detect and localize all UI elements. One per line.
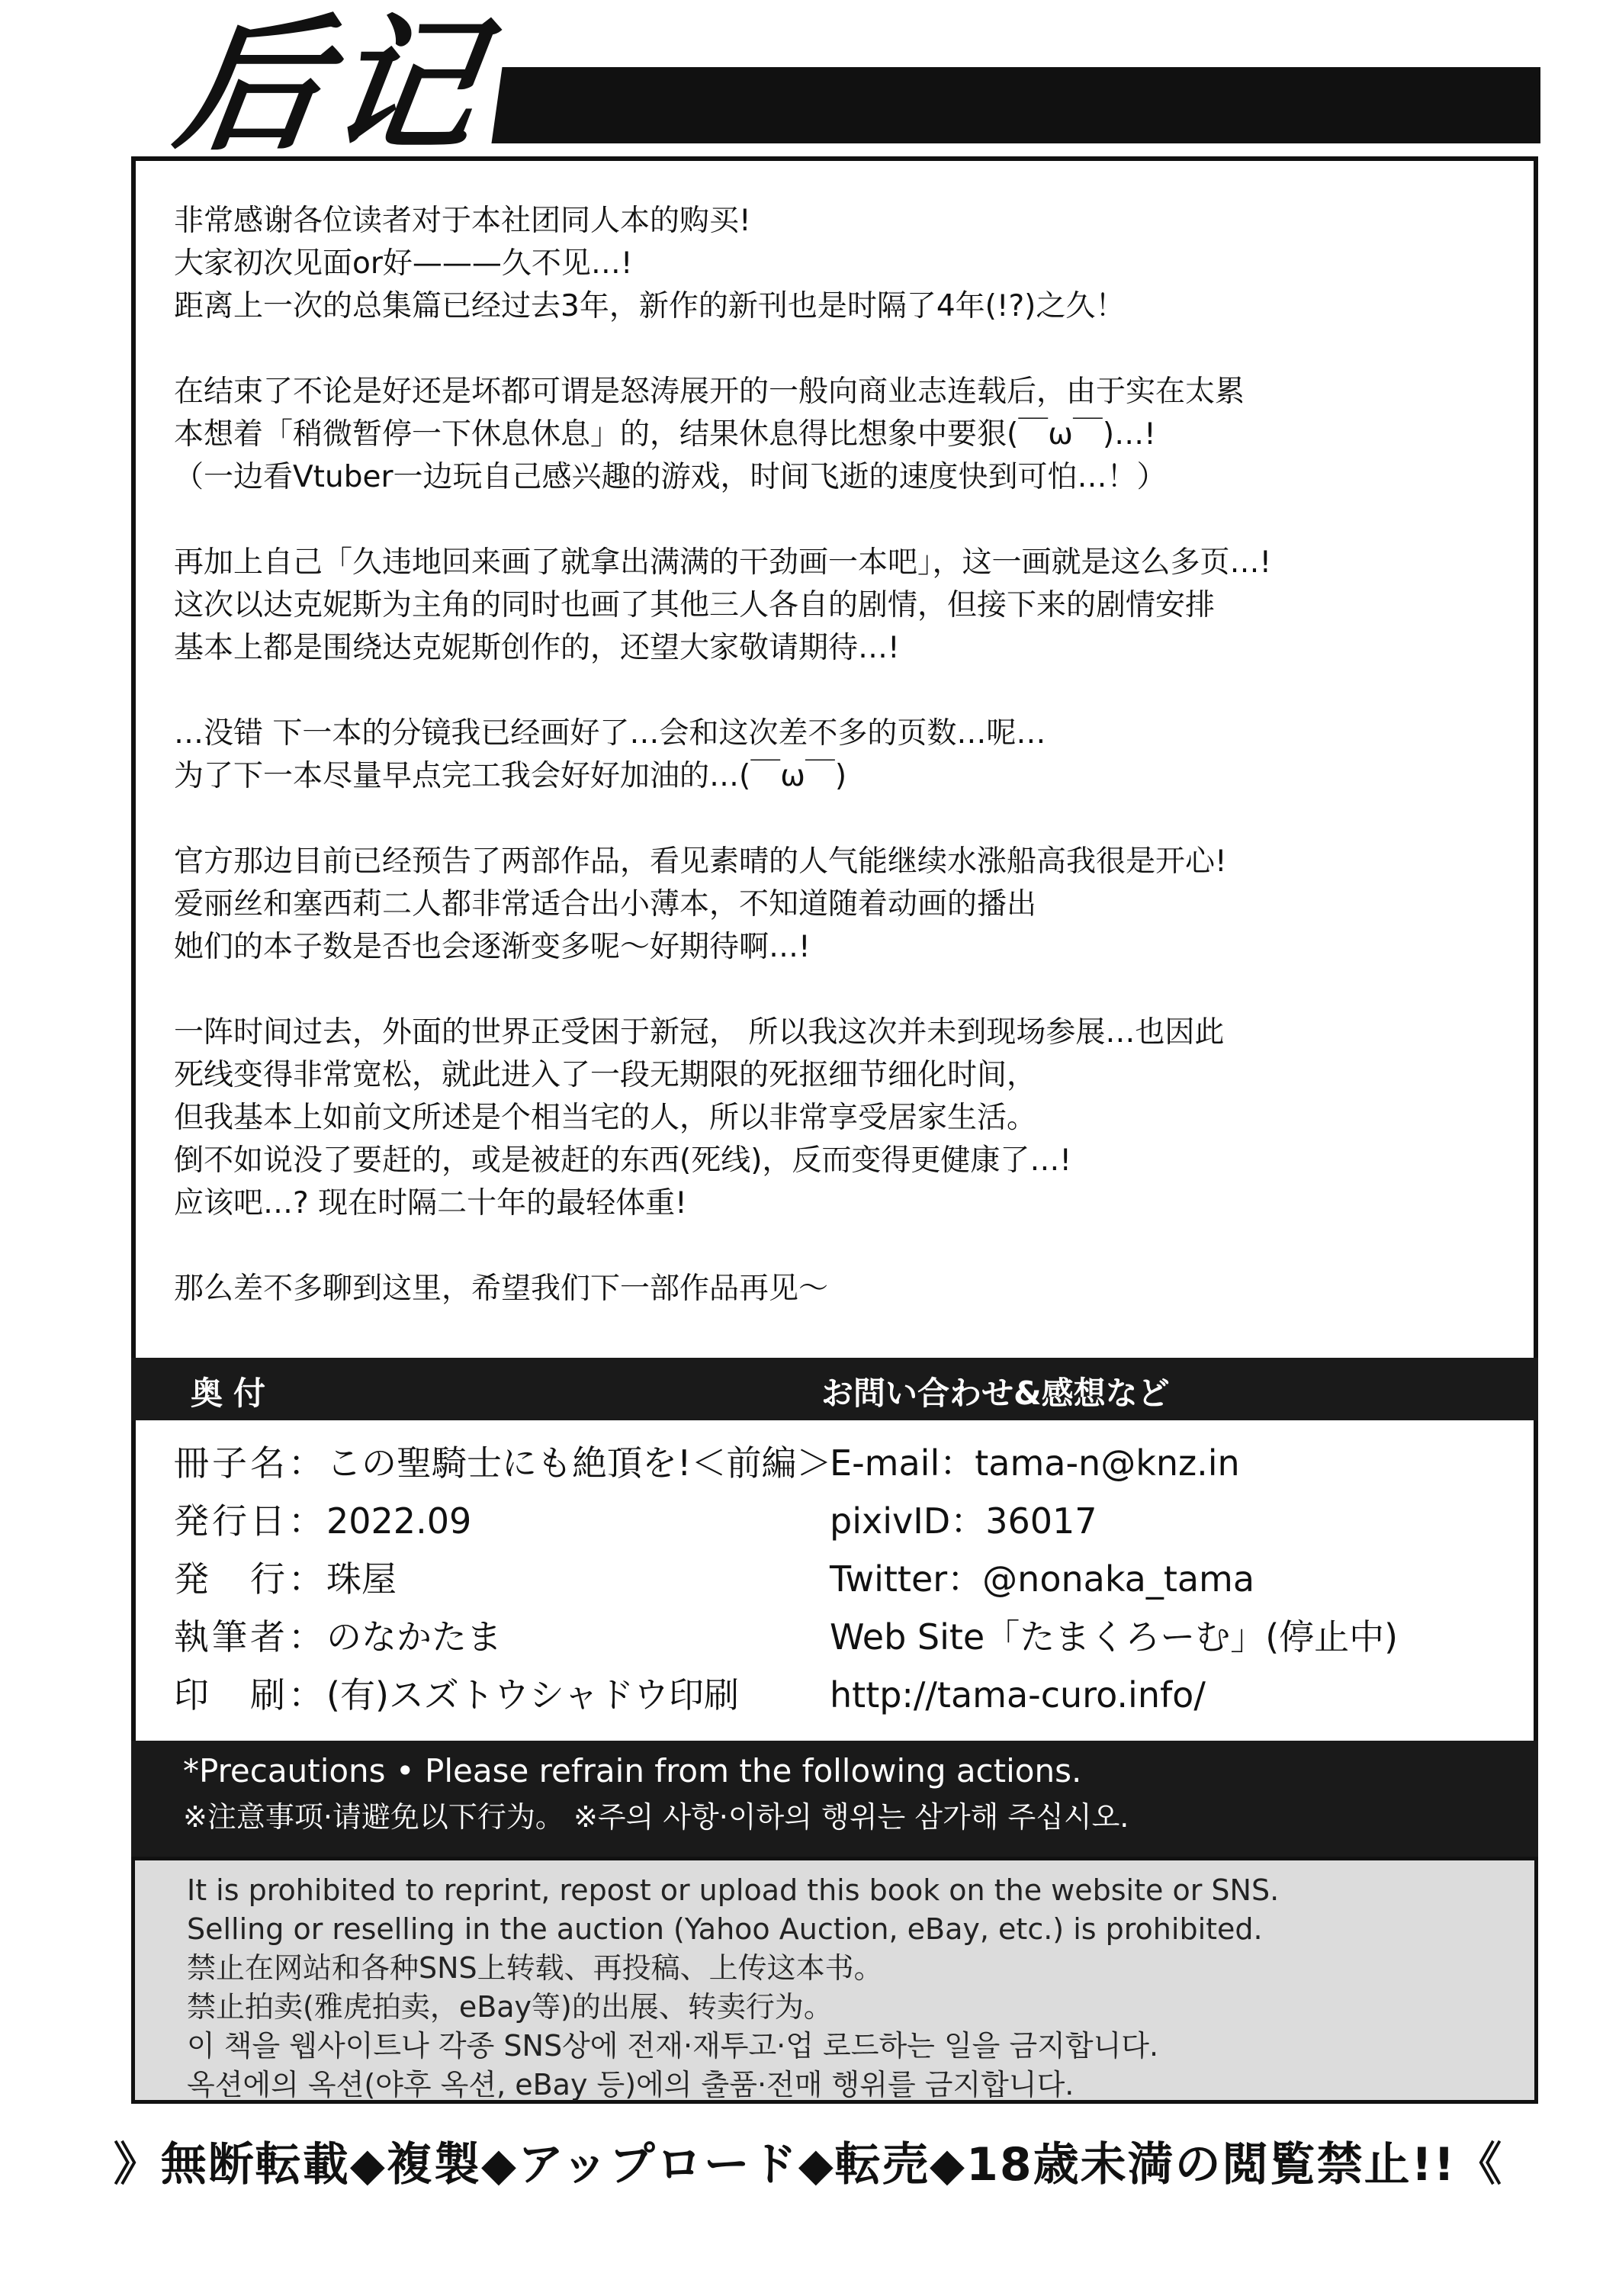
afterword-line: 距离上一次的总集篇已经过去3年，新作的新刊也是时隔了4年(!?)之久！ (174, 289, 1126, 323)
prohibition-line: 옥션에의 옥션(야후 옥션, eBay 등)에의 출품·전매 행위를 금지합니다. (187, 2068, 1075, 2101)
afterword-line: （一边看Vtuber一边玩自己感兴趣的游戏，时间飞逝的速度快到可怕…！） (174, 460, 1167, 494)
colophon-value: この聖騎士にも絶頂を!＜前編＞ (326, 1442, 832, 1484)
contact-info (830, 1434, 1516, 1724)
prohibition-line: 禁止在网站和各种SNS上转载、再投稿、上传这本书。 (187, 1951, 883, 1985)
afterword-line: …没错 下一本的分镜我已经画好了…会和这次差不多的页数…呢… (174, 716, 1046, 751)
afterword-line: 她们的本子数是否也会逐渐变多呢～好期待啊…! (174, 930, 811, 964)
afterword-paragraph (174, 712, 1516, 798)
colophon-heading: 奥付 (191, 1375, 277, 1412)
afterword-paragraph (174, 371, 1516, 499)
afterword-paragraph (174, 1268, 1516, 1310)
prohibition-line: It is prohibited to reprint, repost or upload this book on the website or SNS. (187, 1873, 1280, 1907)
afterword-line: 为了下一本尽量早点完工我会好好加油的…(￣ω￣) (174, 759, 847, 793)
prohibitions-box (131, 1857, 1538, 2104)
afterword-line: 再加上自己「久违地回来画了就拿出满满的干劲画一本吧」，这一画就是这么多页…! (174, 545, 1272, 580)
afterword-line: 爱丽丝和塞西莉二人都非常适合出小薄本，不知道随着动画的播出 (174, 887, 1037, 921)
contact-pixiv: pixivID：36017 (830, 1500, 1097, 1542)
colophon-label: 発 行： (174, 1558, 326, 1600)
afterword-line: 大家初次见面or好———久不见…! (174, 246, 633, 281)
colophon-row-date (174, 1492, 830, 1550)
afterword-paragraph (174, 1011, 1516, 1225)
colophon-row-printer (174, 1666, 830, 1724)
colophon-label: 印 刷： (174, 1674, 326, 1716)
colophon-value: のなかたま (326, 1616, 502, 1658)
afterword-paragraph (174, 841, 1516, 969)
afterword-line: 那么差不多聊到这里，希望我们下一部作品再见～ (174, 1272, 829, 1306)
afterword-line: 基本上都是围绕达克妮斯创作的，还望大家敬请期待…! (174, 631, 900, 665)
contact-website: Web Site「たまくろーむ」(停止中) (830, 1616, 1399, 1658)
afterword-text (174, 200, 1516, 1353)
colophon (174, 1434, 1516, 1724)
colophon-row-author (174, 1608, 830, 1666)
precautions-line-en: *Precautions • Please refrain from the following actions. (183, 1752, 1082, 1790)
afterword-line: 官方那边目前已经预告了两部作品，看见素晴的人气能继续水涨船高我很是开心! (174, 844, 1227, 879)
afterword-line: 一阵时间过去，外面的世界正受困于新冠， 所以我这次并未到现场参展…也因此 (174, 1015, 1225, 1050)
prohibition-line: Selling or reselling in the auction (Yahoo Auction, eBay, etc.) is prohibited. (187, 1912, 1263, 1946)
page-title: 后记 (162, 14, 510, 159)
colophon-value: 珠屋 (326, 1558, 397, 1600)
afterword-line: 本想着「稍微暂停一下休息休息」的，结果休息得比想象中要狠(￣ω￣)…! (174, 417, 1156, 452)
colophon-heading-bar (131, 1358, 1538, 1420)
contact-heading: お問い合わせ&感想など (821, 1375, 1170, 1412)
colophon-row-title (174, 1434, 830, 1492)
prohibition-line: 禁止拍卖(雅虎拍卖，eBay等)的出展、转卖行为。 (187, 1990, 833, 2024)
colophon-info (174, 1434, 830, 1724)
afterword-line: 但我基本上如前文所述是个相当宅的人，所以非常享受居家生活。 (174, 1101, 1037, 1135)
colophon-label: 発行日： (174, 1500, 326, 1542)
afterword-line: 死线变得非常宽松，就此进入了一段无期限的死抠细节细化时间， (174, 1058, 1037, 1092)
colophon-row-publisher (174, 1550, 830, 1608)
colophon-value: (有)スズトウシャドウ印刷 (326, 1674, 739, 1716)
afterword-line: 倒不如说没了要赶的，或是被赶的东西(死线)，反而变得更健康了…! (174, 1143, 1072, 1178)
precautions-bar (131, 1741, 1538, 1857)
contact-url: http://tama-curo.info/ (830, 1674, 1206, 1716)
afterword-paragraph (174, 542, 1516, 670)
afterword-line: 在结束了不论是好还是坏都可谓是怒涛展开的一般向商业志连载后，由于实在太累 (174, 375, 1245, 409)
bottom-warning: 》無断転載◆複製◆アップロード◆転売◆18歳未満の閲覧禁止!!《 (113, 2138, 1504, 2191)
afterword-line: 这次以达克妮斯为主角的同时也画了其他三人各自的剧情，但接下来的剧情安排 (174, 588, 1216, 622)
contact-twitter: Twitter：@nonaka_tama (830, 1558, 1255, 1600)
colophon-label: 冊子名： (174, 1442, 326, 1484)
afterword-paragraph (174, 200, 1516, 328)
colophon-label: 執筆者： (174, 1616, 326, 1658)
prohibition-line: 이 책을 웹사이트나 각종 SNS상에 전재·재투고·업 로드하는 일을 금지합니다. (187, 2029, 1159, 2063)
contact-email: E-mail：tama-n@knz.in (830, 1442, 1240, 1484)
afterword-line: 应该吧…? 现在时隔二十年的最轻体重! (174, 1186, 687, 1220)
colophon-value: 2022.09 (326, 1500, 472, 1542)
afterword-line: 非常感谢各位读者对于本社团同人本的购买! (174, 204, 751, 238)
precautions-line-zh-ko: ※注意事项·请避免以下行为。 ※주의 사항·이하의 행위는 삼가해 주십시오. (183, 1800, 1129, 1834)
